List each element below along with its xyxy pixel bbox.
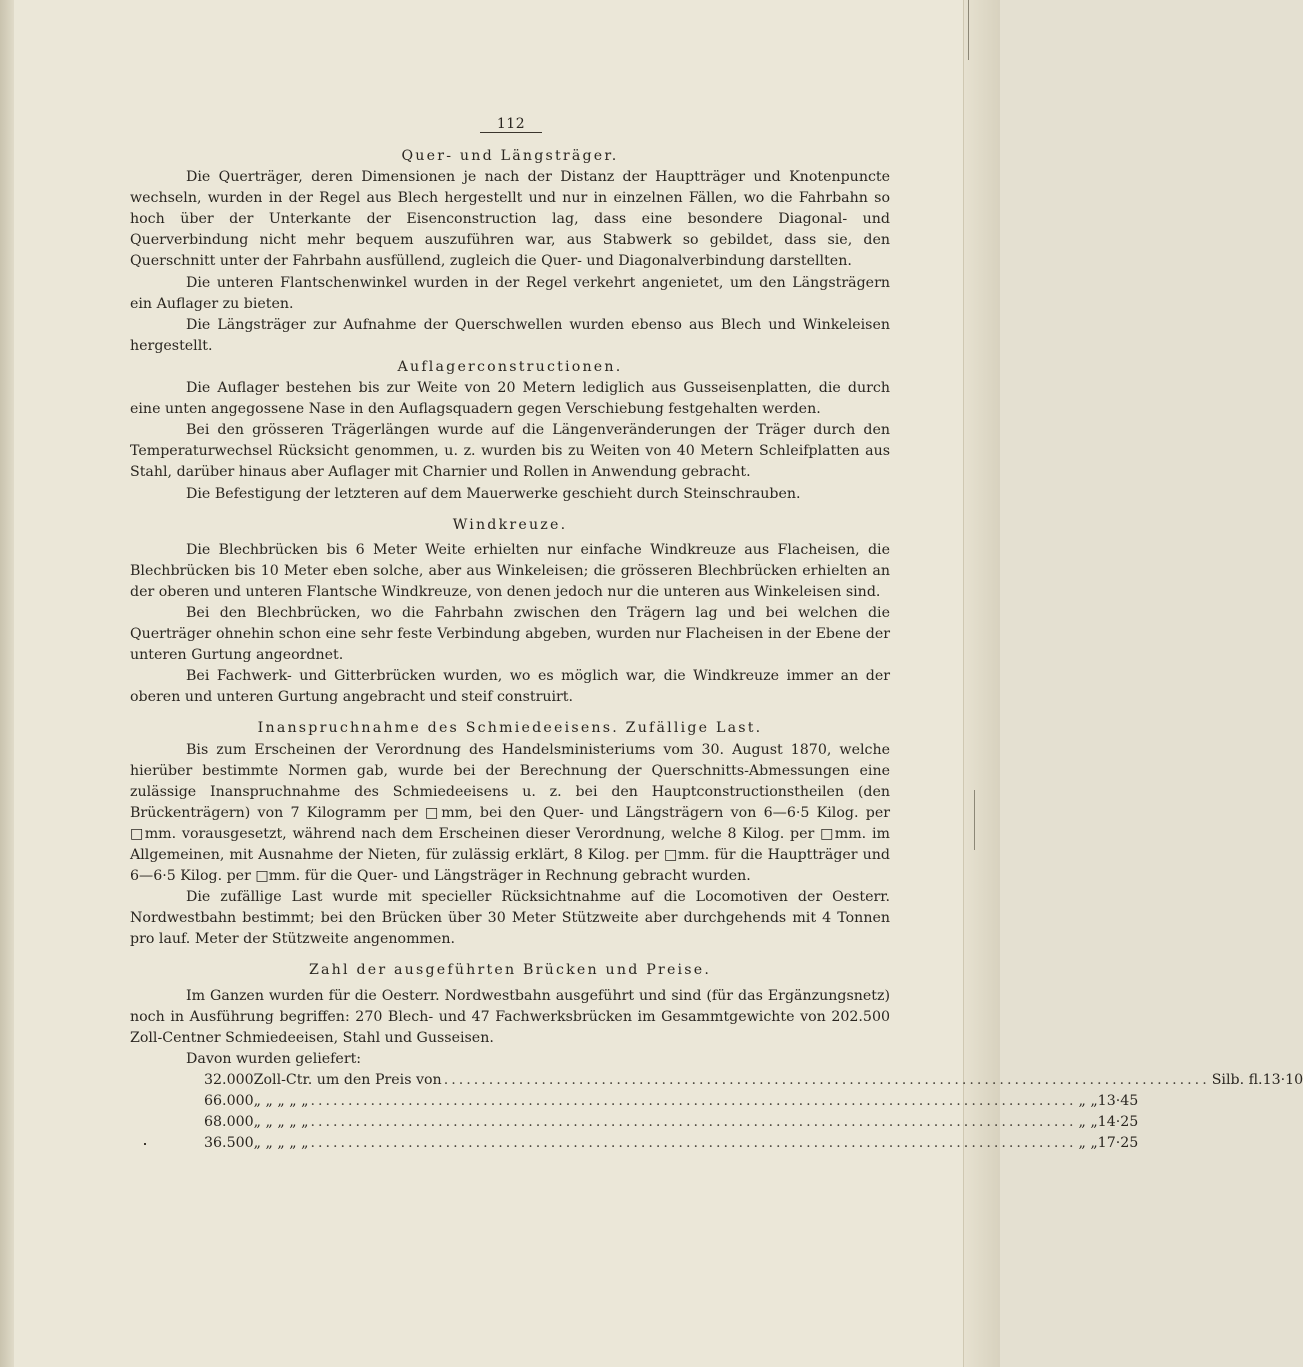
paragraph: Die Querträger, deren Dimensionen je nach der Distanz der Hauptträger und Knotenpuncte wechseln, wurden in der Regel aus Blech hergestellt und nur in einzelnen Fällen, wo die Fahrbahn so hoch über der Unterkante der Eisenconstruction lag, dass eine besondere Diagonal- und Querverbindung nicht mehr bequem auszuführen war, aus Stabwerk so gebildet, dass sie, den Querschnitt unter der Fahrbahn ausfüllend, zugleich die Quer- und Diagonalverbindung darstellten. bbox=[130, 169, 890, 270]
paragraph: Die zufällige Last wurde mit specieller Rücksichtnahme auf die Locomotiven der Oesterr. Nordwestbahn bestimmt; bei den Brücken über 30 Meter Stützweite aber durchgehends mit 4 Tonnen pro lauf. Meter der Stützweite angenommen. bbox=[130, 889, 890, 948]
leader-dots: ...................................................................................................... bbox=[310, 1093, 1077, 1110]
list-item bbox=[130, 1112, 1139, 1133]
paragraph: Bis zum Erscheinen der Verordnung des Handelsministeriums vom 30. August 1870, welche hierüber bestimmte Normen gab, wurde bei der Berechnung der Querschnitts-Abmessungen eine zulässige Inanspruchnahme des Schmiedeeisens u. z. bei den Hauptconstructionstheilen (den Brückenträgern) von 7 Kilogramm per □mm, bei den Quer- und Längsträgern von 6—6·5 Kilog. per □mm. vorausgesetzt, während nach dem Erscheinen dieser Verordnung, welche 8 Kilog. per □mm. im Allgemeinen, mit Ausnahme der Nieten, für zulässig erklärt, 8 Kilog. per □mm. für die Hauptträger und 6—6·5 Kilog. per □mm. für die Quer- und Längsträger in Rechnung gebracht wurden. bbox=[130, 741, 890, 885]
currency-unit: „ „ bbox=[1078, 1114, 1098, 1131]
quantity: 36.500 bbox=[204, 1135, 254, 1152]
section-heading-inanspruchnahme: Inanspruchnahme des Schmiedeeisens. Zufällige Last. bbox=[257, 720, 763, 737]
edge-mark bbox=[968, 0, 969, 60]
paragraph: Bei den Blechbrücken, wo die Fahrbahn zwischen den Trägern lag und bei welchen die Querträger ohnehin schon eine sehr feste Verbindung abgeben, wurden nur Flacheisen in der Ebene der unteren Gurtung angeordnet. bbox=[130, 604, 890, 664]
leader-dots: ...................................................................................................... bbox=[310, 1114, 1077, 1131]
item-label: „ „ „ „ „ bbox=[253, 1093, 309, 1110]
main-text bbox=[130, 146, 1303, 1154]
paragraph: Die Blechbrücken bis 6 Meter Weite erhielten nur einfache Windkreuze aus Flacheisen, die Blechbrücken bis 10 Meter eben solche, aber aus Winkeleisen; die grösseren Blechbrücken erhielten an der oberen und unteren Flantsche Windkreuze, von denen jedoch nur die unteren aus Winkeleisen sind. bbox=[130, 541, 890, 600]
right-page-edge bbox=[963, 0, 1000, 1367]
item-label: Zoll-Ctr. um den Preis von bbox=[253, 1071, 442, 1088]
price: 13·10 bbox=[1262, 1071, 1303, 1088]
paragraph: Im Ganzen wurden für die Oesterr. Nordwestbahn ausgeführt und sind (für das Ergänzungsnetz) noch in Ausführung begriffen: 270 Blech- und 47 Fachwerksbrücken im Gesammtgewichte von 202.500 Zoll-Centner Schmiedeeisen, Stahl und Gusseisen. bbox=[130, 987, 890, 1046]
delivery-list bbox=[130, 1070, 1303, 1154]
left-binding-edge bbox=[0, 0, 14, 1367]
ink-speck bbox=[144, 1143, 146, 1145]
paragraph: Die unteren Flantschenwinkel wurden in der Regel verkehrt angenietet, um den Längsträgern ein Auflager zu bieten. bbox=[130, 274, 890, 312]
item-label: „ „ „ „ „ bbox=[253, 1135, 309, 1152]
section-heading-auflagerconstructionen: Auflagerconstructionen. bbox=[397, 358, 623, 375]
page-number: 112 bbox=[496, 116, 526, 132]
paragraph: Die Auflager bestehen bis zur Weite von 20 Metern lediglich aus Gusseisenplatten, die durch eine unten angegossene Nase in den Auflagsquadern gegen Verschiebung festgehalten werden. bbox=[130, 380, 890, 418]
section-heading-zahl-bruecken-preise: Zahl der ausgeführten Brücken und Preise. bbox=[308, 962, 712, 979]
price: 13·45 bbox=[1097, 1093, 1139, 1110]
list-item bbox=[130, 1091, 1139, 1112]
currency-unit: „ „ bbox=[1078, 1093, 1098, 1110]
currency-unit: Silb. fl. bbox=[1211, 1071, 1263, 1088]
list-item bbox=[130, 1070, 1303, 1091]
paragraph: Die Längsträger zur Aufnahme der Querschwellen wurden ebenso aus Blech und Winkeleisen hergestellt. bbox=[130, 316, 890, 354]
paragraph: Davon wurden geliefert: bbox=[186, 1050, 362, 1067]
quantity: 32.000 bbox=[204, 1071, 254, 1088]
section-heading-quer-laengstraeger: Quer- und Längsträger. bbox=[401, 148, 619, 164]
edge-mark bbox=[974, 790, 975, 850]
currency-unit: „ „ bbox=[1078, 1135, 1098, 1152]
paragraph: Bei den grösseren Trägerlängen wurde auf die Längenveränderungen der Träger durch den Temperaturwechsel Rücksicht genommen, u. z. wurden bis zu Weiten von 40 Metern Schleifplatten aus Stahl, darüber hinaus aber Auflager mit Charnier und Rollen in Anwendung gebracht. bbox=[130, 422, 890, 481]
list-item bbox=[130, 1133, 1139, 1154]
section-heading-windkreuze: Windkreuze. bbox=[452, 516, 568, 533]
paragraph: Bei Fachwerk- und Gitterbrücken wurden, wo es möglich war, die Windkreuze immer an der oberen und unteren Gurtung angebracht und steif construirt. bbox=[130, 668, 890, 706]
quantity: 68.000 bbox=[204, 1114, 254, 1131]
price: 17·25 bbox=[1097, 1135, 1139, 1152]
leader-dots: ...................................................................................................... bbox=[443, 1071, 1210, 1088]
leader-dots: ...................................................................................................... bbox=[310, 1135, 1077, 1152]
item-label: „ „ „ „ „ bbox=[253, 1114, 309, 1131]
paragraph: Die Befestigung der letzteren auf dem Mauerwerke geschieht durch Steinschrauben. bbox=[186, 485, 801, 502]
quantity: 66.000 bbox=[204, 1093, 254, 1110]
price: 14·25 bbox=[1097, 1114, 1139, 1131]
page-number-rule bbox=[480, 132, 542, 133]
